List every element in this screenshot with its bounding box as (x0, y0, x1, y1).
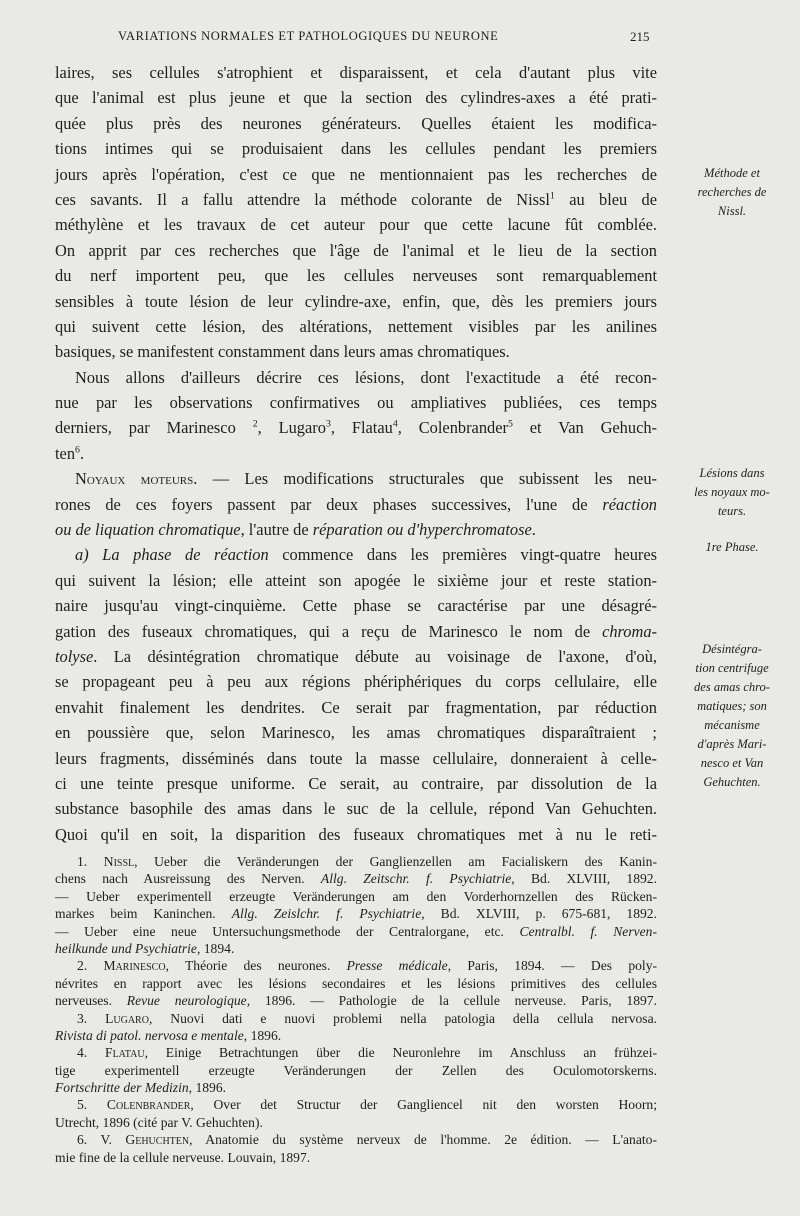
text-run: , Nuovi dati e nuovi problemi nella patologia della cellula nervosa. (148, 1010, 658, 1026)
margin-note-line: Gehuchten. (703, 775, 761, 789)
text-run: 1. (77, 854, 104, 869)
footnote-line (55, 888, 657, 905)
text-run: chroma- (602, 621, 657, 641)
text-run: Colenbrander (106, 1097, 191, 1113)
text-line (55, 593, 657, 618)
text-run: 3. (77, 1010, 106, 1026)
text-line (55, 162, 657, 187)
text-run: Nissl (103, 854, 135, 869)
text-run: , l'autre de (240, 520, 313, 540)
text-line (55, 289, 657, 314)
margin-note (676, 640, 788, 792)
text-line (55, 619, 657, 644)
text-run: ten (55, 443, 76, 463)
margin-note-line: Méthode et (704, 166, 760, 180)
margin-note-line: les noyaux mo- (694, 485, 770, 499)
text-line (55, 212, 657, 237)
text-run: naire jusqu'au vingt-cinquième. Cette phase se caractérise par une désagré- (55, 596, 657, 616)
margin-note-line: matiques; son (697, 699, 767, 713)
text-run: Rivista di patol. nervosa e mentale (55, 1027, 244, 1043)
footnote-line (55, 923, 657, 940)
text-run: Quoi qu'il en soit, la disparition des fuseaux chromatiques met à nu le reti- (55, 824, 657, 844)
text-run: , Paris, 1894. — Des poly- (447, 958, 658, 974)
text-run: laires, ses cellules s'atrophient et disparaissent, et cela d'autant plus vite (55, 63, 657, 82)
text-run: — Ueber experimentell erzeugte Veränderungen am den Vorderhornzellen des Rücken- (55, 888, 657, 904)
text-run: , Lugaro (257, 418, 326, 438)
page-number: 215 (630, 29, 650, 44)
text-run: et Van Gehuch- (512, 418, 658, 438)
text-run: tions intimes qui se produisaient dans les cellules pendant les premiers (55, 139, 657, 159)
text-line (55, 644, 657, 669)
text-run: Marinesco (103, 958, 166, 974)
text-line (55, 492, 657, 517)
text-line (55, 390, 657, 415)
margin-note-line: 1re Phase. (705, 540, 759, 554)
text-line (55, 314, 657, 339)
text-run: 4. (77, 1045, 106, 1061)
margin-note-line: mécanisme (704, 718, 760, 732)
text-run: substance basophile des amas dans le suc de la cellule, répond Van Gehuchten. (55, 799, 657, 819)
margin-note-line: des amas chro- (694, 680, 770, 694)
body-text (55, 60, 657, 847)
text-run: , Bd. XLVIII, p. 675-681, 1892. (421, 906, 658, 922)
text-line (55, 822, 657, 847)
text-run: , Théorie des neurones. (165, 958, 347, 974)
margin-note-line: nesco et Van (700, 756, 764, 770)
text-run: heilkunde und Psychiatrie (55, 940, 197, 956)
footnotes (55, 853, 657, 1166)
margin-note (676, 164, 788, 221)
text-line (55, 136, 657, 161)
text-run: au bleu de (554, 189, 657, 209)
text-line (55, 695, 657, 720)
text-run: qui suivent cette lésion, des altérations, nettement visibles par les anilines (55, 316, 657, 336)
text-run: Nous allons d'ailleurs décrire ces lésions, dont l'exactitude a été recon- (75, 367, 657, 387)
text-line (55, 542, 657, 567)
text-run: — Ueber eine neue Untersuchungsmethode der Centralorgane, etc. (55, 923, 520, 939)
text-run: markes beim Kaninchen. (55, 906, 232, 922)
text-run: Centralbl. f. Nerven- (519, 923, 657, 939)
text-run: , Einige Betrachtungen über die Neuronlehre im Anschluss an frühzei- (144, 1045, 658, 1061)
text-run: . La désintégration chromatique débute au voisinage de l'axone, d'où, (93, 646, 657, 666)
text-run: gation des fuseaux chromatiques, qui a reçu de Marinesco le nom de (55, 621, 603, 641)
text-run: 5. (77, 1097, 107, 1113)
margin-note-line: Lésions dans (699, 466, 765, 480)
text-run: chens nach Ausreissung des Nerven. (55, 871, 321, 887)
footnote-line (55, 1062, 657, 1079)
footnote-line (55, 1114, 657, 1131)
text-run: se propageant peu à peu aux régions phériphériques du corps cellulaire, elle (55, 672, 657, 692)
margin-note-line: Désintégra- (702, 642, 762, 656)
text-run: Utrecht, 1896 (cité par V. Gehuchten). (55, 1114, 263, 1130)
text-line (55, 669, 657, 694)
footnote-ref: 2 (252, 419, 258, 430)
text-run: envahit finalement les dendrites. Ce serait par fragmentation, par réduction (55, 697, 657, 717)
margin-note-line: teurs. (717, 504, 747, 518)
text-line (55, 187, 657, 212)
text-run: , 1894. (196, 940, 235, 956)
text-run: , 1896. (188, 1080, 227, 1096)
text-run: nerveuses. (55, 993, 127, 1009)
text-run: , Over det Structur der Gangliencel nit den worsten Hoorn; (190, 1097, 657, 1113)
text-run: basiques, se manifestent constamment dans leurs amas chromatiques. (55, 342, 510, 362)
text-run: tolyse (55, 646, 94, 666)
text-run: quée plus près des neurones générateurs. Quelles étaient les modifica- (55, 113, 657, 133)
text-line (55, 746, 657, 771)
footnote-line (55, 940, 657, 957)
text-run: tige experimentell erzeugte Veränderungen der Zellen des Oculomotorskerns. (55, 1062, 657, 1078)
margin-note (676, 538, 788, 557)
footnote-ref: 1 (549, 190, 555, 202)
text-line (55, 771, 657, 796)
text-run: ces savants. Il a fallu attendre la méthode colorante de Nissl (55, 189, 550, 209)
footnote-line (55, 1149, 657, 1166)
text-run: . (531, 520, 536, 540)
text-run: derniers, par Marinesco (55, 418, 253, 438)
text-run: que l'animal est plus jeune et que la section des cylindres-axes a été prati- (55, 88, 657, 108)
text-run: a) La phase de réaction (75, 545, 269, 565)
footnote-line (55, 1131, 657, 1148)
text-run: sensibles à toute lésion de leur cylindre-axe, enfin, que, dès les premiers jours (55, 291, 657, 311)
text-run: leurs fragments, disséminés dans toute la masse cellulaire, donneraient à celle- (55, 748, 657, 768)
footnote-line (55, 957, 657, 974)
text-run: 2. (77, 958, 104, 974)
text-line (55, 339, 657, 364)
text-run: Gehuchten (125, 1132, 190, 1148)
text-run: Allg. Zeitschr. f. Psychiatrie (320, 871, 512, 887)
text-run: du nerf importent peu, que les cellules nerveuses sont remarquablement (55, 266, 657, 286)
text-run: mie fine de la cellule nerveuse. Louvain, 1897. (55, 1149, 311, 1165)
text-run: Flatau (105, 1045, 145, 1061)
margin-note-line: d'après Mari- (697, 737, 767, 751)
footnote-ref: 3 (325, 419, 331, 430)
text-run: nue par les observations confirmatives ou ampliatives publiées, ces temps (55, 393, 657, 413)
text-run: , 1896. — Pathologie de la cellule nerveuse. Paris, 1897. (246, 993, 657, 1009)
footnote-line (55, 975, 657, 992)
text-run: commence dans les premières vingt-quatre heures (268, 545, 658, 565)
text-run: Presse médicale (346, 958, 448, 974)
margin-note-line: tion centrifuge (695, 661, 769, 675)
footnote-line (55, 992, 657, 1009)
footnote-ref: 6 (75, 444, 80, 456)
text-line (55, 568, 657, 593)
text-line (55, 85, 657, 110)
text-run: Noyaux moteurs (75, 469, 194, 489)
text-run: ou de liquation chromatique (55, 520, 241, 540)
text-line (55, 441, 657, 466)
text-run: , Colenbrander (397, 418, 508, 438)
margin-note-line: Nissl. (717, 204, 747, 218)
text-line (55, 365, 657, 390)
margin-note-line: recherches de (697, 185, 767, 199)
text-line (55, 111, 657, 136)
text-line (55, 60, 657, 85)
text-run: Revue neurologique (126, 993, 247, 1009)
text-line (55, 796, 657, 821)
running-title: VARIATIONS NORMALES ET PATHOLOGIQUES DU NEURONE (118, 29, 499, 43)
text-run: en poussière que, selon Marinesco, les amas chromatiques disparaîtraient ; (55, 723, 657, 743)
footnote-line (55, 1044, 657, 1061)
text-run: réparation ou d'hyperchromatose (312, 520, 532, 540)
text-line (55, 517, 657, 542)
footnote-line (55, 905, 657, 922)
footnote-line (55, 1079, 657, 1096)
text-run: , Flatau (330, 418, 393, 438)
text-line (55, 415, 657, 440)
text-run: , 1896. (243, 1027, 282, 1043)
text-run: rones de ces foyers passent par deux phases successives, l'une de (55, 494, 603, 514)
text-line (55, 720, 657, 745)
footnote-line (55, 1096, 657, 1113)
text-run: Lugaro (105, 1010, 149, 1026)
text-run: , Bd. XLVIII, 1892. (511, 871, 657, 887)
text-run: , Ueber die Veränderungen der Ganglienzellen am Facialiskern des Kanin- (134, 854, 657, 869)
text-run: 6. V. (77, 1132, 126, 1148)
footnote-line (55, 870, 657, 887)
text-run: On apprit par ces recherches que l'âge de l'animal et le lieu de la section (55, 240, 657, 260)
text-run: . (79, 443, 85, 463)
footnote-line (55, 853, 657, 870)
text-run: , Anatomie du système nerveux de l'homme. 2e édition. — L'anato- (189, 1132, 657, 1148)
text-run: Fortschritte der Medizin (55, 1080, 189, 1096)
margin-note (676, 464, 788, 521)
text-run: Allg. Zeislchr. f. Psychiatrie (231, 906, 422, 922)
footnote-line (55, 1027, 657, 1044)
text-line (55, 263, 657, 288)
footnote-line (55, 1010, 657, 1027)
text-run: névrites en rapport avec les lésions secondaires et les lésions primitives des cellules (55, 975, 657, 991)
text-run: qui suivent la lésion; elle atteint son apogée le sixième jour et reste station- (55, 570, 657, 590)
footnote-ref: 5 (507, 419, 513, 430)
text-line (55, 466, 657, 491)
text-run: réaction (602, 494, 657, 514)
text-run: jours après l'opération, c'est ce que ne mentionnaient pas les recherches de (55, 164, 657, 184)
text-run: méthylène et les travaux de cet auteur pour que cette lacune fût comblée. (55, 215, 657, 235)
text-run: ci une teinte presque uniforme. Ce serait, au contraire, par dissolution de la (55, 773, 657, 793)
text-line (55, 238, 657, 263)
footnote-ref: 4 (392, 419, 398, 430)
text-run: . — Les modifications structurales que subissent les neu- (193, 469, 657, 489)
